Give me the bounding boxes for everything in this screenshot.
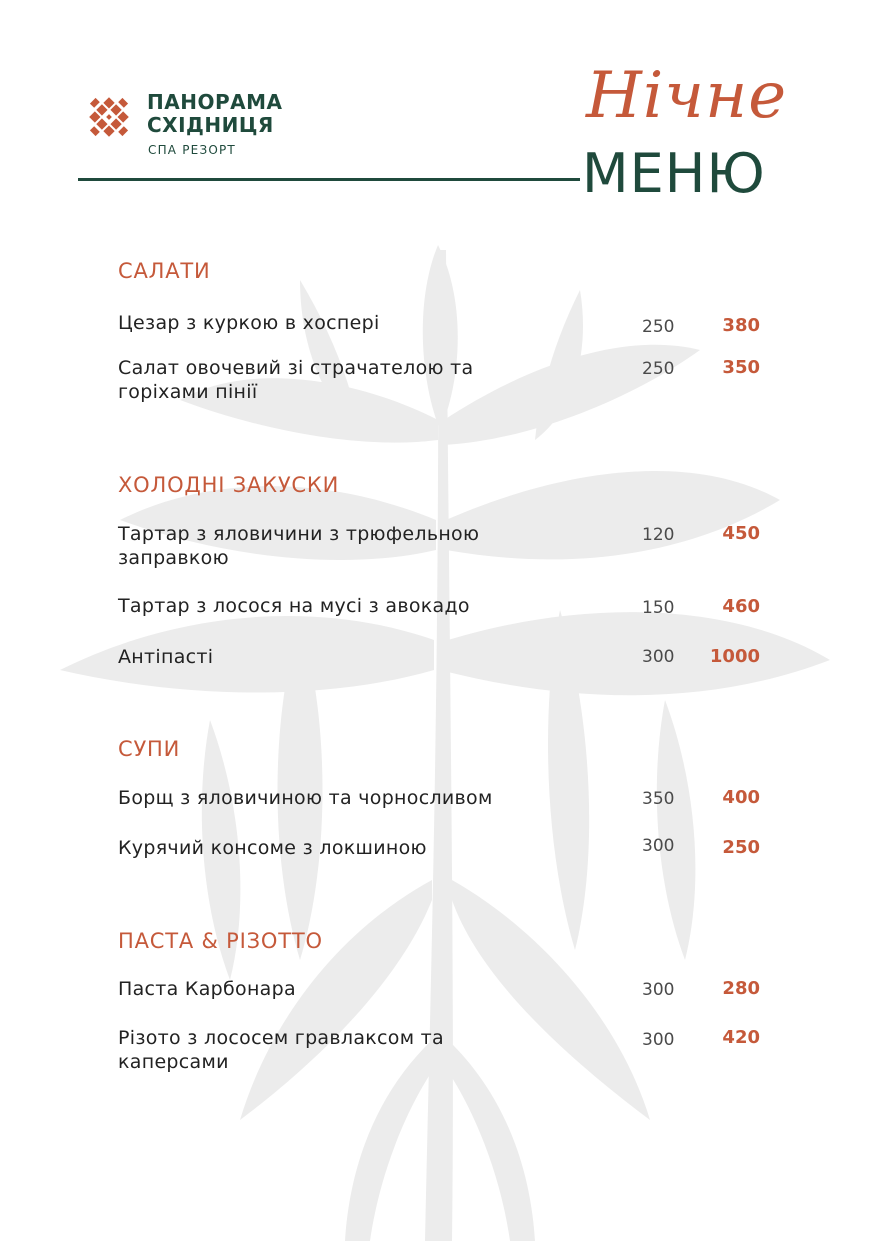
menu-item-price: 420 xyxy=(722,1027,760,1048)
menu-item-price: 280 xyxy=(722,978,760,999)
brand-name-line2: СХІДНИЦЯ xyxy=(147,113,274,137)
menu-item-price: 350 xyxy=(722,357,760,378)
title-script: Нічне xyxy=(586,59,788,133)
menu-item-price: 380 xyxy=(722,315,760,336)
menu-item-weight: 300 xyxy=(642,647,675,667)
menu-item-price: 460 xyxy=(722,596,760,617)
menu-item-price: 400 xyxy=(722,787,760,808)
menu-item-name: Борщ з яловичиною та чорносливом xyxy=(118,787,493,809)
brand-name-line1: ПАНОРАМА xyxy=(147,90,283,114)
menu-item-weight: 300 xyxy=(642,980,675,1000)
menu-item-name: Цезар з куркою в хоспері xyxy=(118,312,380,334)
menu-item-weight: 300 xyxy=(642,836,675,856)
menu-item-weight: 120 xyxy=(642,525,675,545)
header-divider xyxy=(78,178,580,181)
section-title-salads: САЛАТИ xyxy=(118,259,211,283)
menu-item-weight: 250 xyxy=(642,317,675,337)
menu-item-name: Антіпасті xyxy=(118,646,214,668)
section-title-soups: СУПИ xyxy=(118,737,181,761)
menu-item-weight: 300 xyxy=(642,1030,675,1050)
brand-subtitle: СПА РЕЗОРТ xyxy=(148,143,236,157)
menu-item-name: Паста Карбонара xyxy=(118,978,296,1000)
menu-item-price: 1000 xyxy=(709,646,760,667)
menu-item-name: Курячий консоме з локшиною xyxy=(118,837,427,859)
menu-item-weight: 150 xyxy=(642,598,675,618)
menu-item-name: Різото з лососем гравлаксом та каперсами xyxy=(118,1027,444,1073)
ornament-logo-icon xyxy=(78,86,140,148)
menu-item-weight: 250 xyxy=(642,359,675,379)
menu-item-name: Тартар з яловичини з трюфельною заправкою xyxy=(118,523,480,569)
menu-item-weight: 350 xyxy=(642,789,675,809)
menu-item-price: 450 xyxy=(722,523,760,544)
menu-item-name: Салат овочевий зі страчателою та горіхами пінії xyxy=(118,357,474,403)
menu-item-price: 250 xyxy=(722,837,760,858)
section-title-cold-appetizers: ХОЛОДНІ ЗАКУСКИ xyxy=(118,473,340,497)
section-title-pasta-risotto: ПАСТА & РІЗОТТО xyxy=(118,929,323,953)
title-main: МЕНЮ xyxy=(582,142,766,205)
menu-item-name: Тартар з лосося на мусі з авокадо xyxy=(118,595,470,617)
header xyxy=(0,0,875,230)
